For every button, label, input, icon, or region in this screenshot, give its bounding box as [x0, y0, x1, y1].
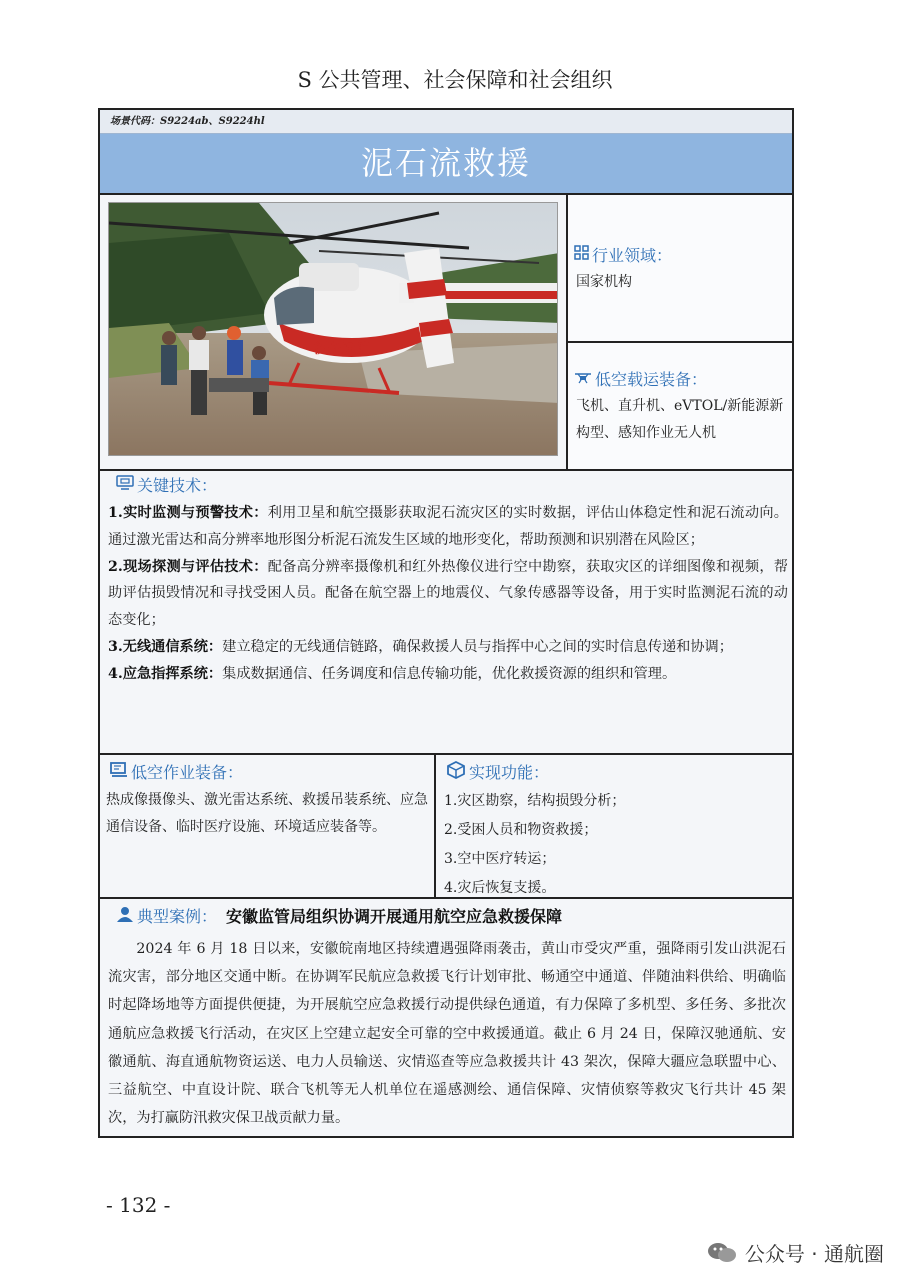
function-item: 3.空中医疗转运；: [444, 851, 556, 867]
helicopter-livery-text: 汉驰通航: [314, 341, 370, 357]
cube-icon: [446, 761, 466, 783]
industry-panel: [566, 195, 792, 343]
carrier-label: 低空载运装备：: [595, 370, 708, 389]
case-label: 典型案例：: [137, 907, 218, 926]
function-item: 4.灾后恢复支援。: [444, 880, 556, 896]
equipment-text: 热成像摄像头、激光雷达系统、救援吊装系统、应急通信设备、临时医疗设施、环境适应装备等。: [106, 792, 428, 835]
functions-label: 实现功能：: [469, 763, 550, 782]
scenario-card: [98, 108, 794, 1138]
functions-list: [444, 787, 625, 903]
equipment-section: [100, 755, 436, 897]
grid-icon: [574, 245, 589, 264]
drone-icon: [574, 370, 592, 388]
tech-item: 1.实时监测与预警技术：利用卫星和航空摄影获取泥石流灾区的实时数据，评估山体稳定性和泥石流动向。通过激光雷达和高分辨率地形图分析泥石流发生区域的地形变化，帮助预测和识别潜在风险区；: [108, 505, 788, 548]
industry-value: 国家机构: [576, 274, 632, 290]
rescue-helicopter-photo: [108, 202, 558, 456]
equipment-label: 低空作业装备：: [131, 763, 244, 782]
tech-item: 4.应急指挥系统：集成数据通信、任务调度和信息传输功能，优化救援资源的组织和管理。: [108, 665, 677, 682]
industry-label: 行业领域：: [592, 246, 673, 265]
tech-item: 2.现场探测与评估技术：配备高分辨率摄像机和红外热像仪进行空中勘察，获取灾区的详细图像和视频，帮助评估损毁情况和寻找受困人员。配备在航空器上的地震仪、气象传感器等设备，用于实时监测泥石流的动态变化；: [108, 558, 788, 629]
functions-section: [436, 755, 792, 897]
key-tech-label: 关键技术：: [137, 476, 218, 495]
key-tech-body: [108, 500, 788, 688]
function-item: 1.灾区勘察，结构损毁分析；: [444, 793, 626, 809]
user-icon: [116, 906, 134, 926]
scene-code: 场景代码：S9224ab、S9224hl: [100, 110, 792, 134]
watermark-text: 公众号 · 通航圈: [744, 1242, 884, 1266]
case-text: 2024 年 6 月 18 日以来，安徽皖南地区持续遭遇强降雨袭击，黄山市受灾严重，强降雨引发山洪泥石流灾害，部分地区交通中断。在协调军民航应急救援飞行计划审批、畅通空中通道、伴随油料供给、明确临时起降场地等方面提供便捷，为开展航空应急救援行动提供绿色通道，有力保障了多机型、多任务、多批次通航应急救援飞行活动，在灾区上空建立起安全可靠的空中救援通道。截止 6 月 24 日，保障汉驰通航、安徽通航、海直通航物资运送、电力人员输送、灾情巡查等应急救援共计 43 架次，保障大疆应急联盟中心、三益航空、中直设计院、联合飞机等无人机单位在遥感测绘、通信保障、灾情侦察等救灾飞行共计 45 架次，为打赢防汛救灾保卫战贡献力量。: [108, 941, 786, 1127]
card-title: 泥石流救援: [100, 134, 792, 195]
watermark: [707, 1238, 884, 1267]
running-header: S 公共管理、社会保障和社会组织: [297, 68, 613, 92]
carrier-value: 飞机、直升机、eVTOL/新能源新构型、感知作业无人机: [576, 398, 784, 441]
function-item: 2.受困人员和物资救援；: [444, 822, 598, 838]
helicopter-illustration: [109, 203, 558, 456]
monitor-icon: [116, 475, 134, 494]
key-tech-section: [100, 471, 792, 753]
wechat-icon: [707, 1241, 737, 1265]
display-icon: [110, 762, 128, 782]
carrier-panel: [566, 343, 792, 469]
tech-item: 3.无线通信系统：建立稳定的无线通信链路，确保救援人员与指挥中心之间的实时信息传递和协调；: [108, 638, 733, 655]
page-number: - 132 -: [106, 1193, 171, 1217]
case-title: 安徽监管局组织协调开展通用航空应急救援保障: [226, 907, 563, 926]
case-section: [100, 899, 792, 1138]
